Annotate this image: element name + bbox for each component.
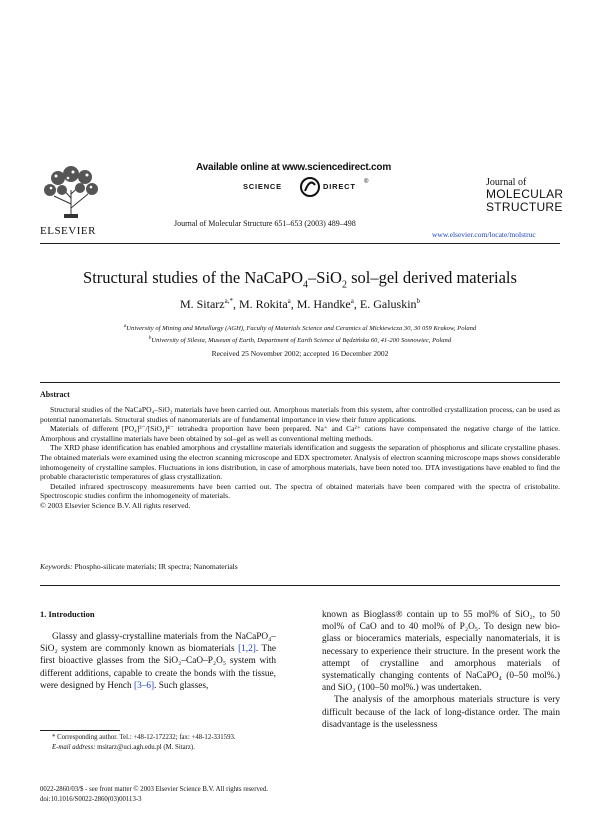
abstract-paragraph-4: Detailed infrared spectroscopy measurements have been carried out. The spectra of obtained materials have been compared with the spectra of cristobalite. Spectroscopic studies confirm the inhomogeneity of materials.: [40, 481, 560, 501]
author-affiliation-mark: a: [350, 297, 354, 305]
journal-url-link[interactable]: www.elsevier.com/locate/molstruc: [432, 230, 536, 239]
available-online-text: Available online at www.sciencedirect.com: [196, 162, 392, 173]
footer-front-matter: 0022-2860/03/$ - see front matter © 2003 Elsevier Science B.V. All rights reserved.: [40, 786, 268, 793]
author-affiliation-mark: a: [287, 297, 291, 305]
journal-logo-line3: STRUCTURE: [486, 200, 563, 214]
affiliation-line: [40, 322, 560, 334]
abstract-rule-top: [40, 382, 560, 383]
page-title: Structural studies of the NaCaPO$_4$–SiO$_2$ sol–gel derived materials: [83, 268, 517, 291]
abstract-copyright: © 2003 Elsevier Science B.V. All rights reserved.: [40, 500, 191, 510]
author-affiliation-mark: b: [416, 297, 421, 305]
author-separator: ,: [290, 297, 297, 311]
abstract-body: [40, 405, 560, 511]
author-name: M. Handke: [296, 297, 351, 311]
section-heading: 1. Introduction: [40, 609, 95, 619]
footnote-corresponding: * Corresponding author. Tel.: +48-12-172232; fax: +48-12-331593.: [52, 734, 236, 741]
abstract-paragraph-3: The XRD phase identification has enabled amorphous and crystalline materials identification and suggests the separation of phosphorus and silicate crystalline phases. The obtained materials were examined using the electron scanning microscope and EDX spectrometer. Analysis of electron scanning microscope maps shows considerable inhomogeneity of crystalline samples. Fluctuations in ions distribution, in case of amorphous materials, have been noted too. DTA investigations have enabled to find the probable characteristic temperatures of glass crystallization.: [40, 443, 560, 482]
intro-right-paragraph-1: known as Bioglass® contain up to 55 mol% of SiO₂, to 50 mol% of CaO and to 40 mol% of P₂O₅. To design new bio-glass or bioceramics materials, especially nanomaterials, it is necessary to experience their structure. In the present work the attempt of crystalline and amorphous materials of systematically changing contents of NaCaPO₄ (0–50 mol%.) and SiO₂ (100–50 mol%.) was undertaken.: [322, 610, 560, 694]
abstract-heading: Abstract: [40, 390, 70, 399]
intro-right-column: [322, 609, 560, 731]
abstract-rule-bottom: [40, 585, 560, 586]
elsevier-tree-icon: [40, 164, 102, 220]
intro-left-column: Glassy and glassy-crystalline materials from the NaCaPO₄–SiO₂ system are commonly known as biomaterials [1,2]. The first bioactive glasses from the SiO₂–CaO–P₂O₅ system with different additions, capable to create the bonds with the tissue, were designed by Hench [3–6]. Such glasses,: [40, 632, 276, 691]
journal-logo-line1: Journal of: [486, 177, 527, 188]
author-list: [40, 297, 560, 312]
author-name: M. Sitarz: [179, 297, 225, 311]
affiliation-mark: b: [148, 335, 152, 341]
author-name: E. Galuskin: [359, 297, 417, 311]
reference-link-3-6[interactable]: [3–6]: [133, 680, 155, 691]
affiliation-text: University of Mining and Metallurgy (AGH), Faculty of Materials Science and Ceramics al Mickiewicza 30, 30 059 Krakow, Poland: [126, 325, 477, 333]
reference-link-1-2[interactable]: [1,2]: [238, 644, 256, 655]
footnote: [40, 733, 276, 752]
keywords-label: Keywords:: [40, 562, 73, 571]
intro-right-paragraph-2: The analysis of the amorphous materials structure is very difficult because of the lack of long-distance order. The main disadvantage is the uselessness: [322, 695, 560, 730]
sciencedirect-logo: SCIENCE DIRECT ®: [243, 176, 393, 198]
keywords-value: Phospho-silicate materials; IR spectra; Nanomaterials: [74, 562, 238, 571]
journal-logo: [486, 178, 586, 214]
author-separator: ,: [232, 297, 239, 311]
footnote-email-address[interactable]: msitarz@uci.agh.edu.pl (M. Sitarz).: [97, 743, 195, 751]
received-dates: Received 25 November 2002; accepted 16 December 2002: [211, 349, 389, 358]
author-name: M. Rokita: [238, 297, 288, 311]
footnote-rule: [40, 730, 120, 731]
affiliation-line: [40, 334, 560, 346]
journal-logo-line2: MOLECULAR: [486, 187, 564, 201]
abstract-paragraph-1: Structural studies of the NaCaPO₄–SiO₂ materials have been carried out. Amorphous materials from this system, after controlled crystallization process, can be used as potential nanomaterials. Structural studies of nanomaterials are of fundamental importance in view their future applications.: [40, 405, 560, 424]
affiliations: [40, 322, 560, 345]
sciencedirect-swirl-icon: [299, 176, 321, 198]
affiliation-mark: a: [123, 324, 127, 329]
abstract-paragraph-2: Materials of different [PO₄]³⁻/[SiO₄]⁴⁻ tetrahedra proportion have been prepared. Na⁺ and Ca²⁺ cations have compensated the negative charge of the lattice. Amorphous and crystalline materials have been obtained by sol–gel as well as conventional melting methods.: [40, 424, 560, 443]
journal-citation: Journal of Molecular Structure 651–653 (2003) 489–498: [174, 219, 356, 228]
affiliation-text: University of Silesia, Museum of Earth, Department of Earth Science ul Będzińska 60, 41-200 Sosnowiec, Poland: [151, 336, 452, 344]
keywords: [40, 562, 238, 571]
publisher-name: ELSEVIER: [40, 225, 96, 237]
footnote-email: E-mail address: msitarz@uci.agh.edu.pl (M. Sitarz).: [52, 743, 195, 751]
footer-doi: doi:10.1016/S0022-2860(03)00113-3: [40, 795, 142, 803]
page-footer: [40, 785, 268, 804]
elsevier-logo: [40, 164, 102, 237]
author-affiliation-mark: a,*: [224, 297, 233, 305]
header-rule: [40, 243, 560, 244]
author-separator: ,: [353, 297, 360, 311]
